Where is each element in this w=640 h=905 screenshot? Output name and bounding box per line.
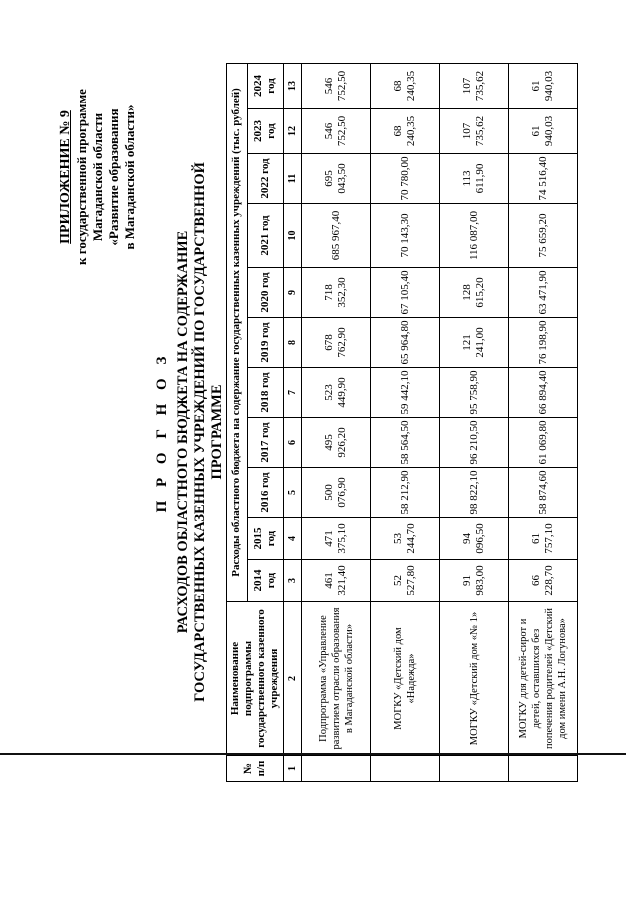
column-number: 5 <box>284 468 302 518</box>
value-cell: 718 352,30 <box>302 268 371 318</box>
value-cell: 61 069,80 <box>509 418 578 468</box>
value-cell: 53 244,70 <box>371 518 440 560</box>
column-numbers-row <box>284 63 302 781</box>
value-cell: 107 735,62 <box>440 109 509 154</box>
appendix-number: ПРИЛОЖЕНИЕ № 9 <box>58 110 73 244</box>
column-number: 2 <box>284 602 302 756</box>
column-number: 10 <box>284 204 302 268</box>
value-cell: 59 442,10 <box>371 368 440 418</box>
page-divider <box>0 753 626 755</box>
value-cell: 61 757,10 <box>509 518 578 560</box>
column-number: 4 <box>284 518 302 560</box>
year-header: 2017 год <box>247 418 283 468</box>
value-cell: 63 471,90 <box>509 268 578 318</box>
value-cell: 58 212,90 <box>371 468 440 518</box>
header-no: № п/п <box>227 756 284 782</box>
year-header: 2014 год <box>247 560 283 602</box>
year-header: 2022 год <box>247 154 283 204</box>
table-row <box>509 63 578 781</box>
document-title <box>154 87 226 777</box>
value-cell: 75 659,20 <box>509 204 578 268</box>
value-cell: 678 762,90 <box>302 318 371 368</box>
column-number: 1 <box>284 756 302 782</box>
budget-forecast-table <box>226 63 578 782</box>
row-no <box>440 756 509 782</box>
column-number: 11 <box>284 154 302 204</box>
year-header: 2016 год <box>247 468 283 518</box>
column-number: 9 <box>284 268 302 318</box>
forecast-heading: П Р О Г Н О З <box>154 351 170 513</box>
value-cell: 98 822,10 <box>440 468 509 518</box>
value-cell: 76 198,90 <box>509 318 578 368</box>
column-number: 12 <box>284 109 302 154</box>
year-header: 2021 год <box>247 204 283 268</box>
value-cell: 66 894,40 <box>509 368 578 418</box>
value-cell: 67 105,40 <box>371 268 440 318</box>
year-header: 2019 год <box>247 318 283 368</box>
value-cell: 74 516,40 <box>509 154 578 204</box>
value-cell: 116 087,00 <box>440 204 509 268</box>
row-name: Подпрограмма «Управление развитием отрасли образования в Магаданской области» <box>302 602 371 756</box>
value-cell: 65 964,80 <box>371 318 440 368</box>
row-name: МОГКУ для детей-сирот и детей, оставшихся без попечения родителей «Детский дом имени А.Н. Логунова» <box>509 602 578 756</box>
value-cell: 58 564,50 <box>371 418 440 468</box>
headline: РАСХОДОВ ОБЛАСТНОГО БЮДЖЕТА НА СОДЕРЖАНИЕ ГОСУДАРСТВЕННЫХ КАЗЕННЫХ УЧРЕЖДЕНИЙ ПО ГОСУДАРСТВЕННОЙ ПРОГРАММЕ <box>175 162 225 702</box>
value-cell: 58 874,60 <box>509 468 578 518</box>
value-cell: 70 143,30 <box>371 204 440 268</box>
value-cell: 70 780,00 <box>371 154 440 204</box>
value-cell: 107 735,62 <box>440 63 509 108</box>
value-cell: 66 228,70 <box>509 560 578 602</box>
value-cell: 96 210,50 <box>440 418 509 468</box>
year-header: 2018 год <box>247 368 283 418</box>
column-number: 6 <box>284 418 302 468</box>
header-row <box>227 63 248 781</box>
rotated-document-page <box>50 52 590 792</box>
row-name: МОГКУ «Детский дом «Надежда» <box>371 602 440 756</box>
value-cell: 471 375,10 <box>302 518 371 560</box>
table-row <box>440 63 509 781</box>
value-cell: 128 615,20 <box>440 268 509 318</box>
value-cell: 685 967,40 <box>302 204 371 268</box>
row-no <box>509 756 578 782</box>
appendix-line: Магаданской области <box>90 112 105 242</box>
column-number: 8 <box>284 318 302 368</box>
value-cell: 68 240,35 <box>371 109 440 154</box>
row-no <box>302 756 371 782</box>
value-cell: 523 449,90 <box>302 368 371 418</box>
appendix-line: «Развитие образования <box>106 108 121 246</box>
column-number: 13 <box>284 63 302 108</box>
value-cell: 68 240,35 <box>371 63 440 108</box>
year-header: 2015 год <box>247 518 283 560</box>
value-cell: 61 940,03 <box>509 63 578 108</box>
year-header: 2024 год <box>247 63 283 108</box>
value-cell: 546 752,50 <box>302 63 371 108</box>
header-name: Наименование подпрограммы государственного казенного учреждения <box>227 602 284 756</box>
row-name: МОГКУ «Детский дом «№ 1» <box>440 602 509 756</box>
value-cell: 695 043,50 <box>302 154 371 204</box>
appendix-block <box>58 52 138 302</box>
value-cell: 461 321,40 <box>302 560 371 602</box>
value-cell: 52 527,80 <box>371 560 440 602</box>
value-cell: 94 096,50 <box>440 518 509 560</box>
value-cell: 91 983,00 <box>440 560 509 602</box>
value-cell: 95 758,90 <box>440 368 509 418</box>
value-cell: 500 076,90 <box>302 468 371 518</box>
table-row <box>302 63 371 781</box>
value-cell: 113 611,90 <box>440 154 509 204</box>
table-row <box>371 63 440 781</box>
value-cell: 61 940,03 <box>509 109 578 154</box>
column-number: 3 <box>284 560 302 602</box>
value-cell: 546 752,50 <box>302 109 371 154</box>
header-group: Расходы областного бюджета на содержание государственных казенных учреждений (тыс. рублей) <box>227 63 248 601</box>
appendix-line: в Магаданской области» <box>122 104 137 250</box>
value-cell: 495 926,20 <box>302 418 371 468</box>
value-cell: 121 241,00 <box>440 318 509 368</box>
appendix-line: к государственной программе <box>74 89 89 265</box>
year-header: 2023 год <box>247 109 283 154</box>
year-header: 2020 год <box>247 268 283 318</box>
column-number: 7 <box>284 368 302 418</box>
row-no <box>371 756 440 782</box>
